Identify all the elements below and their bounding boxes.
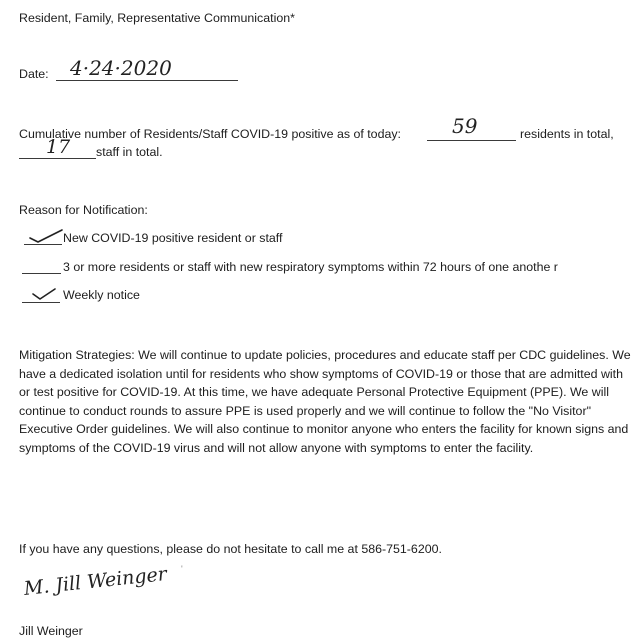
reason-label: Reason for Notification:: [19, 203, 148, 217]
mitigation-paragraph: Mitigation Strategies: We will continue to update policies, procedures and educate staff per CDC guidelines. We have a dedicated isolation until for residents who show symptoms of COVID-19 or those that are admitted with or test positive for COVID-19. At this time, we have adequate Personal Protective Equipment (PPE). We will continue to conduct rounds to assure PPE is used properly and we will continue to follow the "No Visitor" Executive Order guidelines. We will also continue to monitor anyone who enters the facility for known signs and symptoms of the COVID-19 virus and will not allow anyone with symptoms to enter the facility.: [19, 348, 631, 455]
staff-underline: [19, 158, 96, 159]
contact-line: If you have any questions, please do not hesitate to call me at 586-751-6200.: [19, 542, 442, 556]
option-weekly-label: Weekly notice: [63, 288, 140, 302]
stray-mark: ': [181, 564, 183, 574]
staff-count: 17: [46, 136, 71, 158]
residents-count: 59: [452, 114, 478, 138]
checkmark-icon: [31, 286, 61, 302]
checkmark-icon: [28, 228, 68, 244]
staff-suffix: staff in total.: [96, 145, 163, 159]
option-respiratory-label: 3 or more residents or staff with new respiratory symptoms within 72 hours of one anothe r: [63, 260, 558, 274]
option-respiratory-blank: [22, 273, 61, 274]
date-label: Date:: [19, 67, 49, 81]
option-weekly-blank: [22, 302, 60, 303]
residents-suffix: residents in total,: [520, 127, 614, 141]
date-value: 4·24·2020: [70, 56, 172, 80]
residents-underline: [427, 140, 516, 141]
date-underline: [56, 80, 238, 81]
option-new-positive-label: New COVID-19 positive resident or staff: [63, 231, 283, 245]
signer-name: Jill Weinger: [19, 624, 83, 638]
form-header: Resident, Family, Representative Communication*: [19, 11, 295, 25]
option-new-positive-blank: [24, 244, 62, 245]
handwritten-signature: M. Jill Weinger: [22, 563, 168, 600]
cumulative-label: Cumulative number of Residents/Staff COVID-19 positive as of today:: [19, 127, 401, 141]
